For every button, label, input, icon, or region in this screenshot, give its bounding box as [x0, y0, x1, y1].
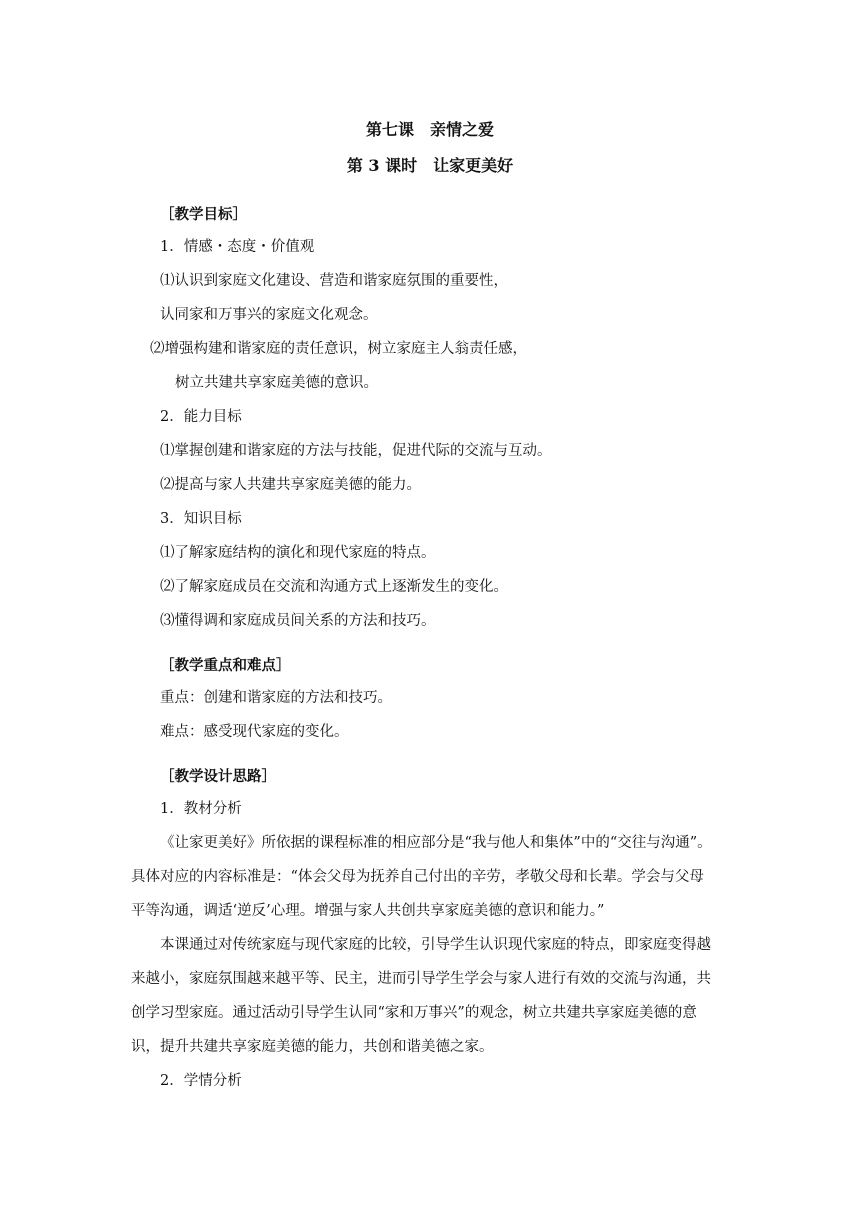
lesson-subtitle: 第 3 课时 让家更美好 — [346, 156, 514, 175]
paragraph-line: 创学习型家庭。通过活动引导学生认同“家和万事兴”的观念，树立共建共享家庭美德的意 — [131, 1005, 697, 1021]
objective-line: ⑶懂得调和家庭成员间关系的方法和技巧。 — [160, 613, 436, 629]
objective-heading-2: 2．能力目标 — [160, 409, 242, 425]
objective-line: ⑴掌握创建和谐家庭的方法与技能，促进代际的交流与互动。 — [160, 443, 552, 459]
paragraph-line: 识，提升共建共享家庭美德的能力，共创和谐美德之家。 — [131, 1039, 494, 1055]
objective-line: 树立共建共享家庭美德的意识。 — [175, 375, 378, 391]
paragraph-line: 本课通过对传统家庭与现代家庭的比较，引导学生认识现代家庭的特点，即家庭变得越 — [160, 937, 711, 953]
section-heading-objectives: ［教学目标］ — [160, 206, 247, 223]
paragraph-line: 《让家更美好》所依据的课程标准的相应部分是“我与他人和集体”中的“交往与沟通”。 — [160, 835, 712, 851]
objective-line: ⑴了解家庭结构的演化和现代家庭的特点。 — [160, 545, 436, 561]
paragraph-line: 来越小，家庭氛围越来越平等、民主，进而引导学生学会与家人进行有效的交流与沟通，共 — [131, 971, 711, 987]
key-point: 重点：创建和谐家庭的方法和技巧。 — [160, 690, 392, 706]
objective-line: ⑵增强构建和谐家庭的责任意识，树立家庭主人翁责任感， — [150, 341, 527, 357]
difficult-point: 难点：感受现代家庭的变化。 — [160, 724, 349, 740]
design-heading-1: 1．教材分析 — [160, 801, 242, 817]
section-heading-design: ［教学设计思路］ — [160, 768, 276, 785]
lesson-title: 第七课 亲情之爱 — [365, 120, 494, 139]
section-heading-keypoints: ［教学重点和难点］ — [160, 657, 291, 674]
objective-line: ⑴认识到家庭文化建设、营造和谐家庭氛围的重要性， — [160, 273, 508, 289]
design-heading-2: 2．学情分析 — [160, 1073, 242, 1089]
paragraph-line: 平等沟通，调适‘逆反’心理。增强与家人共创共享家庭美德的意识和能力。” — [131, 903, 605, 919]
objective-heading-3: 3．知识目标 — [160, 511, 242, 527]
objective-line: ⑵提高与家人共建共享家庭美德的能力。 — [160, 477, 421, 493]
objective-line: ⑵了解家庭成员在交流和沟通方式上逐渐发生的变化。 — [160, 579, 508, 595]
objective-line: 认同家和万事兴的家庭文化观念。 — [160, 307, 378, 323]
paragraph-line: 具体对应的内容标准是：“体会父母为抚养自己付出的辛劳，孝敬父母和长辈。学会与父母 — [131, 869, 704, 885]
objective-heading-1: 1．情感・态度・价值观 — [160, 239, 315, 255]
